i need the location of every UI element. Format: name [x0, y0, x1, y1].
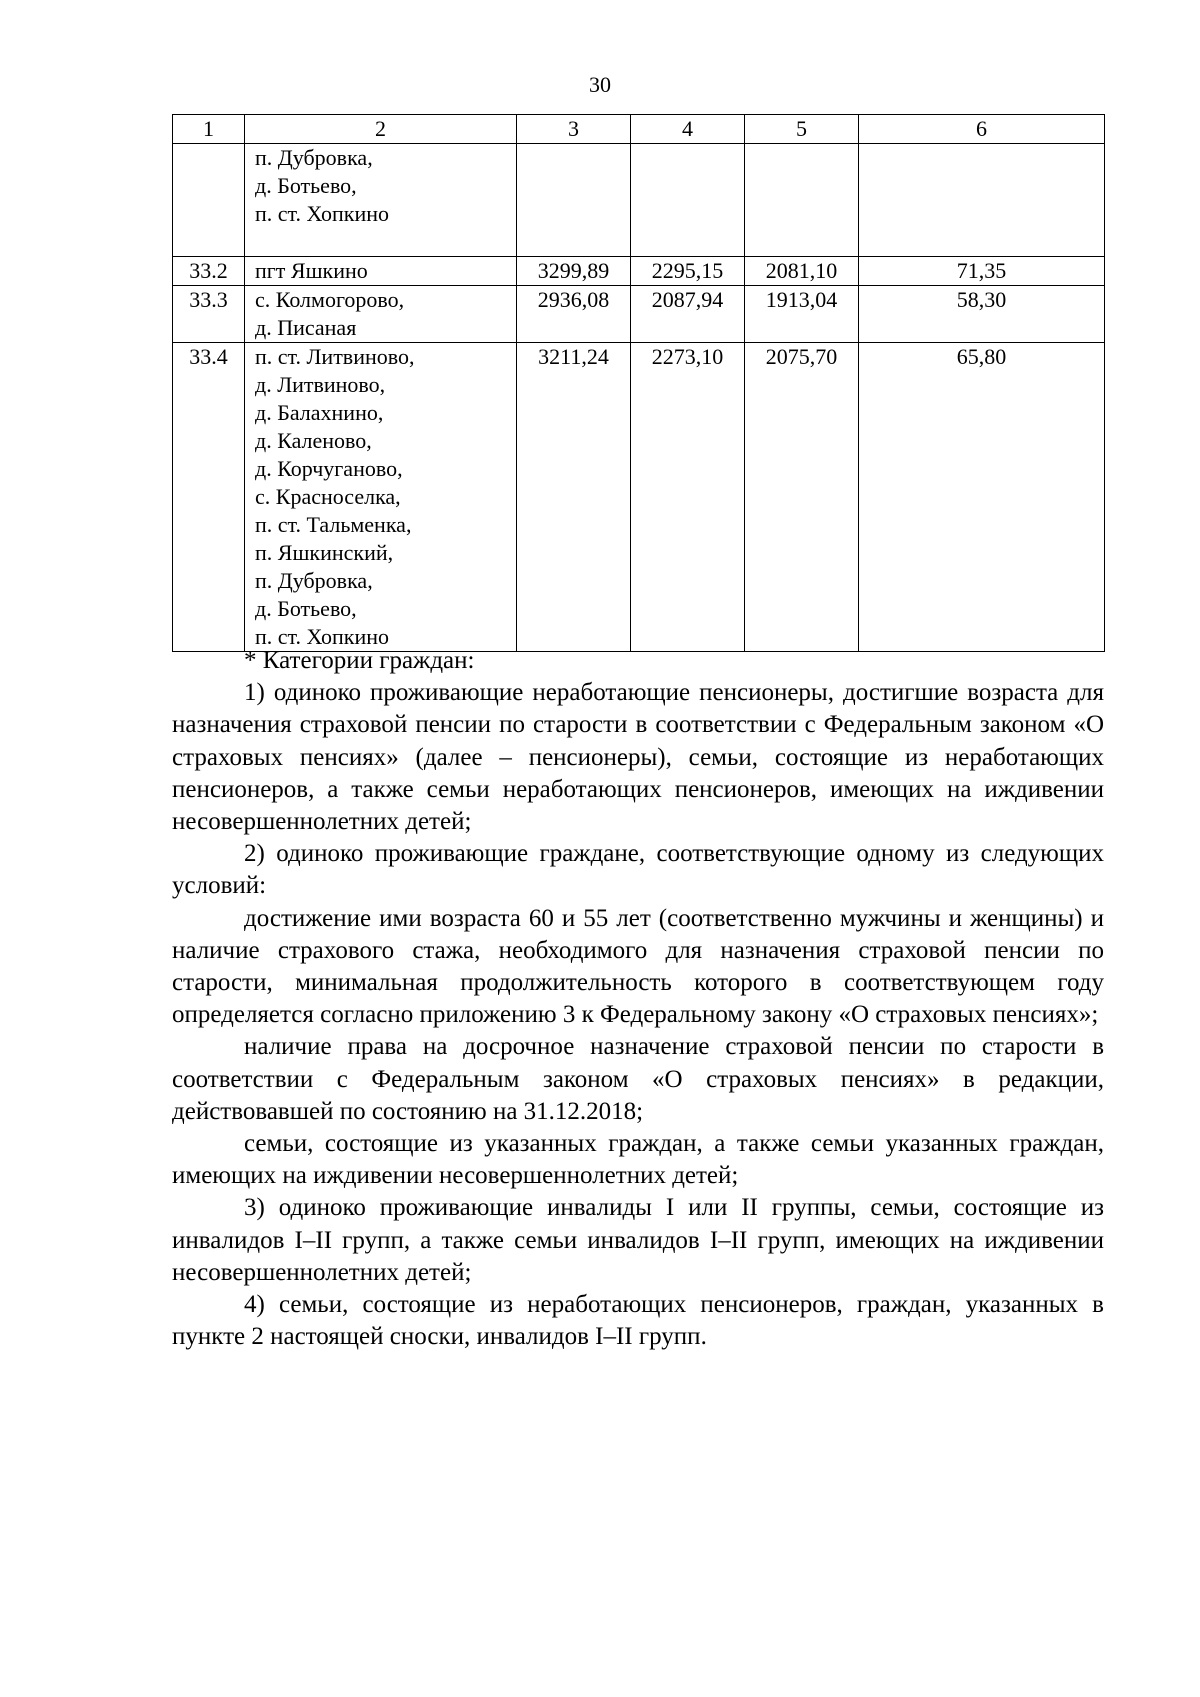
- row-places: [245, 286, 517, 343]
- footnote-paragraph: 2) одиноко проживающие граждане, соответствующие одному из следующих условий:: [172, 840, 1104, 900]
- table-header-cell: 3: [517, 115, 631, 144]
- footnote-paragraph: наличие права на досрочное назначение страховой пенсии по старости в соответствии с Федеральным законом «О страховых пенсиях» в редакции, действовавшей по состоянию на 31.12.2018;: [172, 1033, 1104, 1125]
- place-name: п. ст. Хопкино: [255, 201, 390, 226]
- place-name: пгт Яшкино: [255, 258, 368, 283]
- tariff-table: [172, 114, 1105, 652]
- table-row: [173, 286, 1105, 343]
- place-name: п. ст. Тальменка,: [255, 512, 412, 537]
- value-cell: 1913,04: [745, 286, 859, 343]
- place-name: д. Балахнино,: [255, 400, 384, 425]
- table-header-cell: 1: [173, 115, 245, 144]
- row-number: 33.3: [173, 286, 245, 343]
- table-header-cell: 4: [631, 115, 745, 144]
- table-row: [173, 257, 1105, 286]
- row-places: [245, 144, 517, 257]
- place-name: д. Ботьево,: [255, 173, 357, 198]
- place-name: д. Писаная: [255, 315, 357, 340]
- place-name: д. Литвиново,: [255, 372, 386, 397]
- table-header-cell: 5: [745, 115, 859, 144]
- place-name: п. Дубровка,: [255, 145, 373, 170]
- place-name: д. Корчуганово,: [255, 456, 403, 481]
- footnote-paragraph: 1) одиноко проживающие неработающие пенсионеры, достигшие возраста для назначения страховой пенсии по старости в соответствии с Федеральным законом «О страховых пенсиях» (далее – пенсионеры), семьи, состоящие из неработающих пенсионеров, а также семьи неработающих пенсионеров, имеющих на иждивении несовершеннолетних детей;: [172, 679, 1104, 836]
- value-cell: 3299,89: [517, 257, 631, 286]
- table-header-cell: 2: [245, 115, 517, 144]
- place-name: д. Ботьево,: [255, 596, 357, 621]
- footnote-paragraph: 3) одиноко проживающие инвалиды I или II группы, семьи, состоящие из инвалидов I–II групп, а также семьи инвалидов I–II групп, имеющих на иждивении несовершеннолетних детей;: [172, 1194, 1104, 1286]
- row-places: [245, 257, 517, 286]
- value-cell: [517, 144, 631, 257]
- value-cell: 65,80: [859, 343, 1105, 652]
- value-cell: 2075,70: [745, 343, 859, 652]
- value-cell: [745, 144, 859, 257]
- value-cell: 2295,15: [631, 257, 745, 286]
- place-name: с. Красноселка,: [255, 484, 401, 509]
- footnote-paragraph: семьи, состоящие из указанных граждан, а также семьи указанных граждан, имеющих на иждивении несовершеннолетних детей;: [172, 1130, 1104, 1190]
- row-places: [245, 343, 517, 652]
- footnote-paragraph: 4) семьи, состоящие из неработающих пенсионеров, граждан, указанных в пункте 2 настоящей сноски, инвалидов I–II групп.: [172, 1291, 1104, 1351]
- footnote-paragraph: достижение ими возраста 60 и 55 лет (соответственно мужчины и женщины) и наличие страхового стажа, необходимого для назначения страховой пенсии по старости, минимальная продолжительность которого в соответствующем году определяется согласно приложению 3 к Федеральному закону «О страховых пенсиях»;: [172, 904, 1104, 1029]
- value-cell: 71,35: [859, 257, 1105, 286]
- value-cell: 2081,10: [745, 257, 859, 286]
- place-name: д. Каленово,: [255, 428, 372, 453]
- table-header-cell: 6: [859, 115, 1105, 144]
- footnote-heading: * Категории граждан:: [244, 647, 475, 674]
- row-number: 33.2: [173, 257, 245, 286]
- page-number: 30: [589, 72, 611, 97]
- row-number: [173, 144, 245, 257]
- place-name: с. Колмогорово,: [255, 287, 405, 312]
- table-row: [173, 343, 1105, 652]
- value-cell: 3211,24: [517, 343, 631, 652]
- place-name: п. ст. Хопкино: [255, 624, 390, 649]
- value-cell: 58,30: [859, 286, 1105, 343]
- place-name: п. Дубровка,: [255, 568, 373, 593]
- row-number: 33.4: [173, 343, 245, 652]
- place-name: п. ст. Литвиново,: [255, 344, 415, 369]
- value-cell: 2087,94: [631, 286, 745, 343]
- table-row: [173, 144, 1105, 257]
- value-cell: [631, 144, 745, 257]
- place-name: п. Яшкинский,: [255, 540, 394, 565]
- value-cell: [859, 144, 1105, 257]
- value-cell: 2273,10: [631, 343, 745, 652]
- footnote: [172, 645, 1104, 1353]
- table-header-row: [173, 115, 1105, 144]
- value-cell: 2936,08: [517, 286, 631, 343]
